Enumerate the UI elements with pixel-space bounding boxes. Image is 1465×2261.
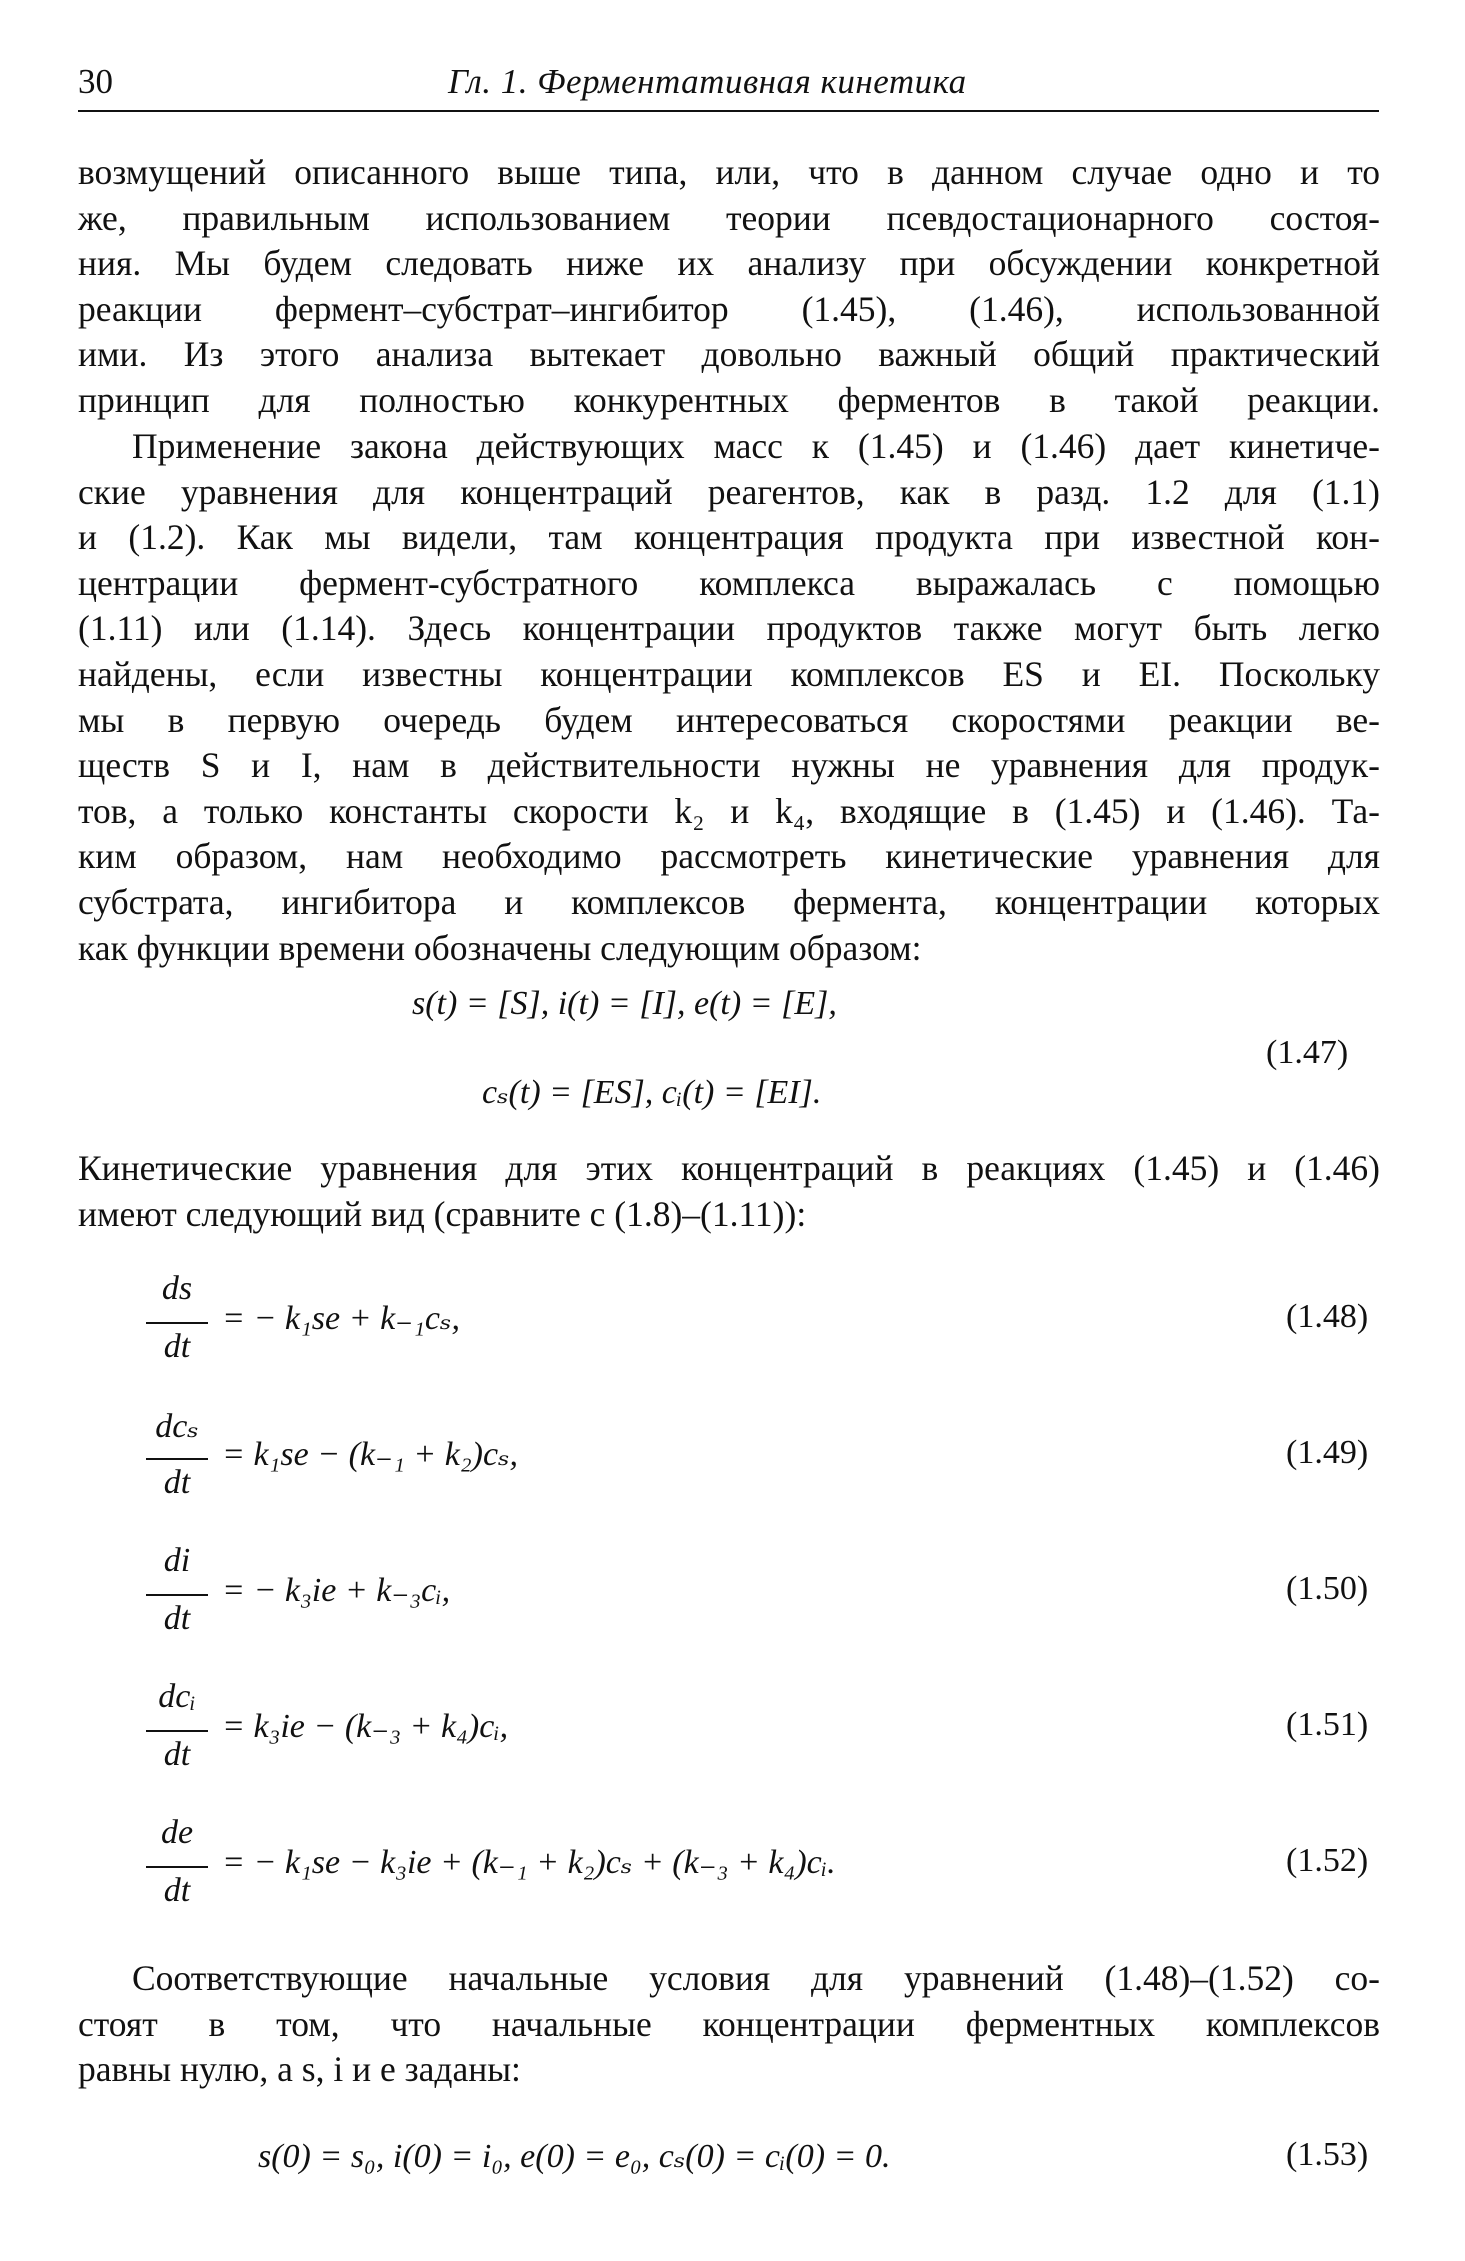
text-line: равны нулю, а s, i и e заданы: (78, 2049, 521, 2090)
fraction-bar (146, 1866, 208, 1868)
paragraph-4 (78, 1956, 1380, 2093)
fraction-denominator: dt (163, 1328, 191, 1365)
text-line: ществ S и I, нам в действительности нужны не уравнения для продук- (78, 745, 1380, 786)
equation-1-47-line1: s(t) = [S], i(t) = [I], e(t) = [E], (412, 985, 837, 1022)
text-line: же, правильным использованием теории псевдостационарного состоя- (78, 197, 1380, 238)
fraction-denominator: dt (163, 1464, 191, 1501)
text-line: принцип для полностью конкурентных ферментов в такой реакции. (78, 379, 1380, 420)
fraction-numerator: di (163, 1542, 191, 1579)
equation-number: (1.47) (1266, 1034, 1349, 1071)
fraction-bar (146, 1730, 208, 1732)
fraction-numerator: de (160, 1814, 194, 1851)
text-line: ские уравнения для концентраций реагентов, как в разд. 1.2 для (1.1) (78, 471, 1380, 512)
equation-rhs: = k₁se − (k₋₁ + k₂)cₛ, (222, 1436, 519, 1473)
equation-rhs: = − k₃ie + k₋₃cᵢ, (222, 1572, 451, 1609)
equation-number: (1.52) (1286, 1842, 1369, 1879)
fraction-denominator: dt (163, 1736, 191, 1773)
header-rule (78, 110, 1379, 112)
text-line: Соответствующие начальные условия для уравнений (1.48)–(1.52) со- (132, 1958, 1380, 1998)
fraction-numerator: dcₛ (155, 1408, 199, 1445)
text-line: найдены, если известны концентрации комплексов ES и EI. Поскольку (78, 653, 1380, 694)
equation-rhs: = − k₁se − k₃ie + (k₋₁ + k₂)cₛ + (k₋₃ + k₄)cᵢ. (222, 1844, 836, 1881)
text-line: и (1.2). Как мы видели, там концентрация продукта при известной кон- (78, 517, 1380, 558)
fraction-bar (146, 1458, 208, 1460)
equation-rhs: = − k₁se + k₋₁cₛ, (222, 1300, 460, 1337)
paragraph-3 (78, 1146, 1380, 1237)
equation-1-47-line2: cₛ(t) = [ES], cᵢ(t) = [EI]. (482, 1074, 822, 1111)
equation-number: (1.53) (1286, 2136, 1369, 2173)
equation-rhs: = k₃ie − (k₋₃ + k₄)cᵢ, (222, 1708, 509, 1745)
text-line: возмущений описанного выше типа, или, что в данном случае одно и то (78, 152, 1380, 192)
page-header (78, 62, 1378, 108)
text-line: мы в первую очередь будем интересоваться скоростями реакции ве- (78, 699, 1380, 740)
text-line: реакции фермент–субстрат–ингибитор (1.45), (1.46), использованной (78, 288, 1380, 329)
fraction-denominator: dt (163, 1872, 191, 1909)
equation-number: (1.48) (1286, 1298, 1369, 1335)
text-line: Кинетические уравнения для этих концентраций в реакциях (1.45) и (1.46) (78, 1148, 1380, 1188)
text-line: центрации фермент-субстратного комплекса выражалась с помощью (78, 562, 1380, 603)
paragraph-1 (78, 150, 1380, 424)
text-line: ким образом, нам необходимо рассмотреть кинетические уравнения для (78, 836, 1380, 877)
page-number: 30 (78, 62, 113, 101)
equation-number: (1.50) (1286, 1570, 1369, 1607)
equation-number: (1.51) (1286, 1706, 1369, 1743)
fraction-bar (146, 1594, 208, 1596)
text-line: как функции времени обозначены следующим образом: (78, 927, 922, 968)
text-line: ими. Из этого анализа вытекает довольно важный общий практический (78, 334, 1380, 375)
text-line: Применение закона действующих масс к (1.45) и (1.46) дает кинетиче- (132, 426, 1380, 466)
paragraph-2 (78, 424, 1380, 971)
running-title: Гл. 1. Ферментативная кинетика (448, 62, 967, 101)
fraction-denominator: dt (163, 1600, 191, 1637)
text-line: субстрата, ингибитора и комплексов фермента, концентрации которых (78, 881, 1380, 922)
text-line: имеют следующий вид (сравните с (1.8)–(1.11)): (78, 1193, 807, 1234)
text-line: тов, а только константы скорости k₂ и k₄, входящие в (1.45) и (1.46). Та- (78, 790, 1380, 831)
fraction-bar (146, 1322, 208, 1324)
text-line: стоят в том, что начальные концентрации ферментных комплексов (78, 2003, 1380, 2044)
text-line: (1.11) или (1.14). Здесь концентрации продуктов также могут быть легко (78, 608, 1380, 649)
text-line: ния. Мы будем следовать ниже их анализу при обсуждении конкретной (78, 243, 1380, 284)
equation-1-53: s(0) = s₀, i(0) = i₀, e(0) = e₀, cₛ(0) = cᵢ(0) = 0. (258, 2138, 891, 2175)
equation-number: (1.49) (1286, 1434, 1369, 1471)
fraction-numerator: ds (161, 1270, 193, 1307)
fraction-numerator: dcᵢ (158, 1678, 196, 1715)
